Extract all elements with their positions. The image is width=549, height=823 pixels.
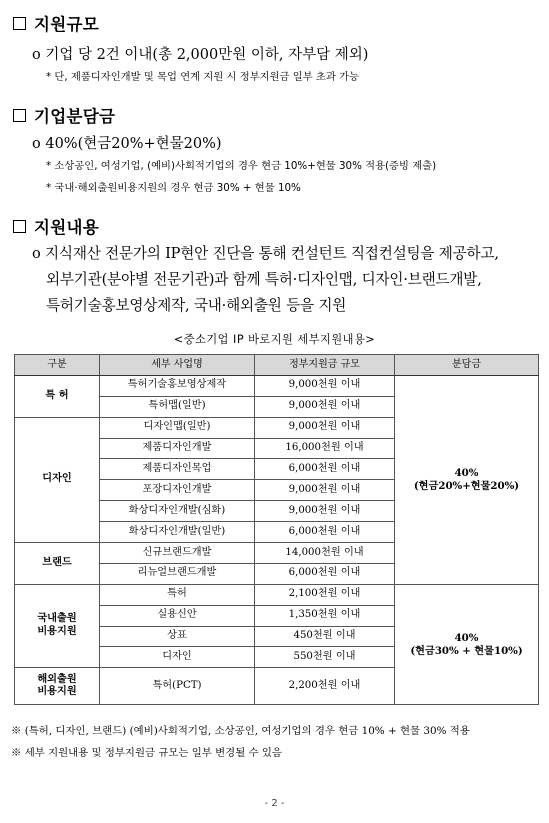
section-line: o 지식재산 전문가의 IP현안 진단을 통해 컨설턴트 직접컨설팅을 제공하고, [32, 245, 499, 262]
checkbox-square-icon [13, 220, 26, 233]
category-cell: 특 허 [15, 375, 100, 417]
section-title-support-content: 지원내용 [13, 214, 99, 238]
share-cell: 40% (현금30% + 현물10%) [395, 584, 539, 705]
program-cell: 신규브랜드개발 [100, 543, 255, 564]
amount-cell: 9,000천원 이내 [255, 480, 395, 501]
page-number: - 2 - [264, 798, 285, 809]
category-cell: 디자인 [15, 417, 100, 542]
share-cell: 40% (현금20%+현물20%) [395, 375, 539, 584]
program-cell: 상표 [100, 626, 255, 647]
category-cell: 해외출원 비용지원 [15, 668, 100, 705]
header-gov-support: 정부지원금 규모 [255, 355, 395, 376]
header-category: 구분 [15, 355, 100, 376]
footnote: ※ 세부 지원내용 및 정부지원금 규모는 일부 변경될 수 있음 [11, 747, 282, 759]
program-cell: 디자인맵(일반) [100, 417, 255, 438]
amount-cell: 6,000천원 이내 [255, 563, 395, 584]
program-cell: 특허(PCT) [100, 668, 255, 705]
amount-cell: 9,000천원 이내 [255, 375, 395, 396]
section-title-support-scale: 지원규모 [13, 11, 99, 35]
amount-cell: 2,100천원 이내 [255, 584, 395, 605]
amount-cell: 14,000천원 이내 [255, 543, 395, 564]
footnote: ※ (특허, 디자인, 브랜드) (예비)사회적기업, 소상공인, 여성기업의 경우 현금 10% + 현물 30% 적용 [11, 725, 470, 737]
checkbox-square-icon [13, 109, 26, 122]
support-detail-table [14, 354, 539, 705]
section-line: 특허기술홍보영상제작, 국내·해외출원 등을 지원 [46, 297, 347, 314]
program-cell: 제품디자인목업 [100, 459, 255, 480]
amount-cell: 16,000천원 이내 [255, 438, 395, 459]
program-cell: 디자인 [100, 647, 255, 668]
category-cell: 브랜드 [15, 543, 100, 585]
section-note: * 소상공인, 여성기업, (예비)사회적기업의 경우 현금 10%+현물 30% 적용(증빙 제출) [46, 160, 437, 172]
program-cell: 실용신안 [100, 605, 255, 626]
section-line: o 기업 당 2건 이내(총 2,000만원 이하, 자부담 제외) [32, 47, 369, 63]
amount-cell: 550천원 이내 [255, 647, 395, 668]
program-cell: 특허맵(일반) [100, 396, 255, 417]
amount-cell: 6,000천원 이내 [255, 522, 395, 543]
program-cell: 리뉴얼브랜드개발 [100, 563, 255, 584]
header-program: 세부 사업명 [100, 355, 255, 376]
section-note: * 국내·해외출원비용지원의 경우 현금 30% + 현물 10% [46, 182, 301, 194]
amount-cell: 9,000천원 이내 [255, 417, 395, 438]
program-cell: 화상디자인개발(일반) [100, 522, 255, 543]
header-share: 분담금 [395, 355, 539, 376]
amount-cell: 1,350천원 이내 [255, 605, 395, 626]
section-line: o 40%(현금20%+현물20%) [32, 136, 222, 152]
category-cell: 국내출원 비용지원 [15, 584, 100, 668]
table-caption: <중소기업 IP 바로지원 세부지원내용> [173, 333, 376, 346]
amount-cell: 2,200천원 이내 [255, 668, 395, 705]
amount-cell: 9,000천원 이내 [255, 501, 395, 522]
amount-cell: 450천원 이내 [255, 626, 395, 647]
checkbox-square-icon [13, 17, 26, 30]
section-line: 외부기관(분야별 전문기관)과 함께 특허·디자인맵, 디자인·브랜드개발, [46, 271, 482, 288]
program-cell: 특허기술홍보영상제작 [100, 375, 255, 396]
program-cell: 특허 [100, 584, 255, 605]
program-cell: 포장디자인개발 [100, 480, 255, 501]
program-cell: 화상디자인개발(심화) [100, 501, 255, 522]
amount-cell: 6,000천원 이내 [255, 459, 395, 480]
program-cell: 제품디자인개발 [100, 438, 255, 459]
section-title-company-share: 기업분담금 [13, 103, 115, 127]
amount-cell: 9,000천원 이내 [255, 396, 395, 417]
table-header-row [15, 355, 539, 376]
section-note: * 단, 제품디자인개발 및 목업 연계 지원 시 정부지원금 일부 초과 가능 [46, 71, 359, 83]
table-row [15, 375, 539, 396]
table-row [15, 584, 539, 605]
